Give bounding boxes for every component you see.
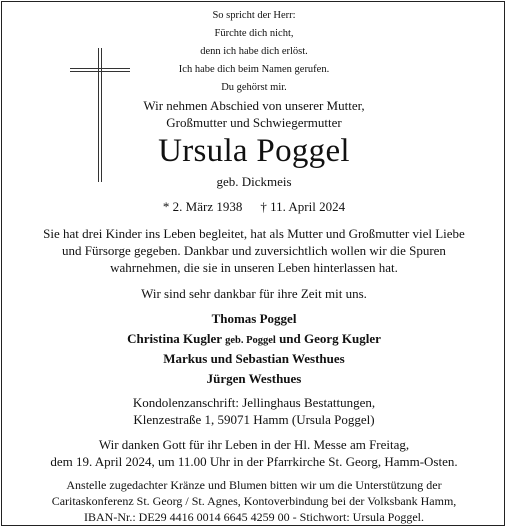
condolence-address: Klenzestraße 1, 59071 Hamm (Ursula Poggel) [133, 412, 375, 427]
mass-info: dem 19. April 2024, um 11.00 Uhr in der Pfarrkirche St. Georg, Hamm-Osten. [50, 454, 458, 469]
birth-date: * 2. März 1938 [162, 199, 243, 214]
tribute-line: und Fürsorge gegeben. Dankbar und zuversichtlich wollen wir die Spuren [62, 243, 446, 258]
verse-line: denn ich habe dich erlöst. [200, 46, 308, 57]
verse-line: So spricht der Herr: [212, 10, 296, 21]
mass-info: Wir danken Gott für ihr Leben in der Hl. Messe am Freitag, [98, 437, 410, 452]
verse-line: Ich habe dich beim Namen gerufen. [178, 64, 330, 75]
family-member: Thomas Poggel [211, 311, 297, 326]
donation-info: IBAN-Nr.: DE29 4416 0014 6645 4259 00 - Stichwort: Ursula Poggel. [84, 510, 424, 524]
life-dates [0, 199, 508, 215]
intro-line: Wir nehmen Abschied von unserer Mutter, [143, 98, 365, 113]
maiden-name: geb. Dickmeis [216, 174, 292, 189]
family-name: und Georg Kugler [279, 331, 381, 346]
family-maiden-name: geb. Poggel [225, 335, 276, 346]
donation-info: Caritaskonferenz St. Georg / St. Agnes, Kontoverbindung bei der Volksbank Hamm, [51, 494, 457, 508]
death-date: † 11. April 2024 [260, 199, 346, 214]
thanks-line: Wir sind sehr dankbar für ihre Zeit mit uns. [141, 286, 367, 301]
donation-info: Anstelle zugedachter Kränze und Blumen bitten wir um die Unterstützung der [66, 478, 442, 492]
tribute-line: Sie hat drei Kinder ins Leben begleitet, hat als Mutter und Großmutter viel Liebe [43, 226, 465, 241]
intro-line: Großmutter und Schwiegermutter [166, 115, 342, 130]
deceased-name: Ursula Poggel [158, 133, 350, 169]
verse-line: Fürchte dich nicht, [214, 28, 294, 39]
verse-line: Du gehörst mir. [221, 82, 287, 93]
family-member [0, 331, 508, 347]
condolence-address: Kondolenzanschrift: Jellinghaus Bestattungen, [132, 395, 376, 410]
family-member: Markus und Sebastian Westhues [163, 351, 345, 366]
family-name: Christina Kugler [127, 331, 222, 346]
family-member: Jürgen Westhues [206, 371, 302, 386]
tribute-line: wahrnehmen, die sie in unseren Leben hinterlassen hat. [110, 260, 398, 275]
